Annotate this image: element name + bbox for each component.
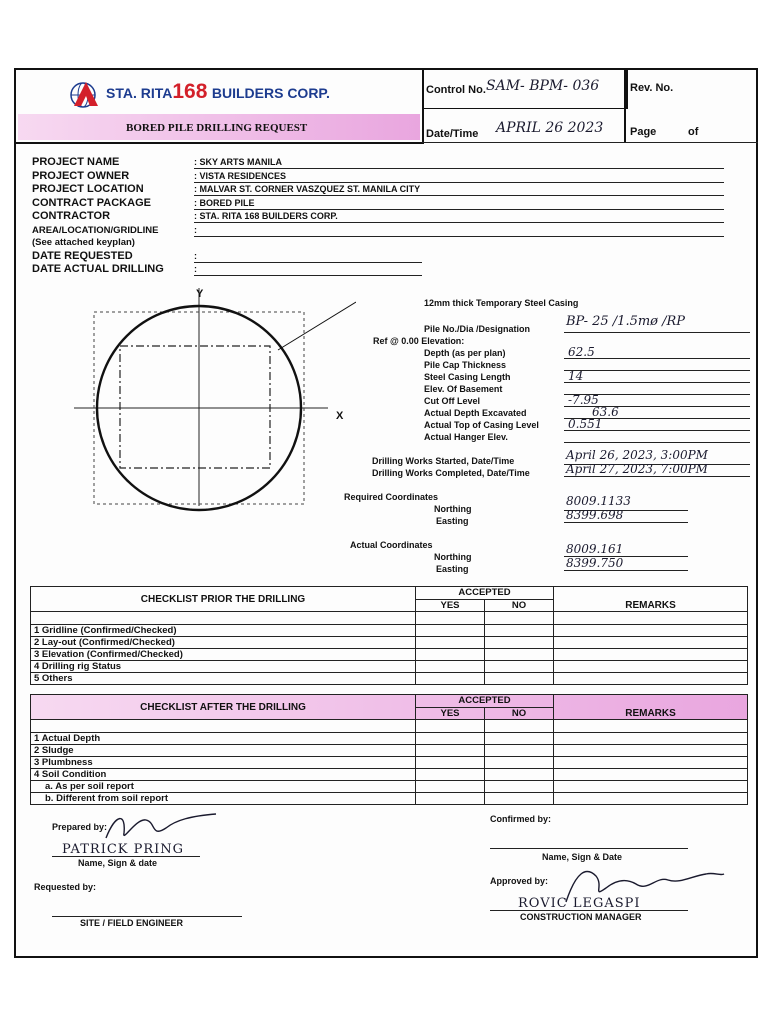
checklist-after-table [30, 694, 748, 805]
yes-header: YES [416, 707, 485, 720]
checklist-item: 5 Others [31, 673, 416, 685]
checklist-item: 1 Gridline (Confirmed/Checked) [31, 625, 416, 637]
no-cell[interactable] [485, 781, 554, 793]
req-northing-label: Northing [434, 504, 472, 514]
x-axis-label: X [336, 410, 344, 422]
project-field-label: PROJECT LOCATION [32, 183, 144, 195]
remarks-cell[interactable] [554, 625, 748, 637]
checklist-item: 4 Soil Condition [31, 769, 416, 781]
date-value: APRIL 26 2023 [496, 120, 604, 136]
checklist-row [31, 769, 748, 781]
pile-field-label: Actual Top of Casing Level [424, 420, 539, 430]
prepared-line [52, 856, 200, 857]
yes-cell[interactable] [416, 745, 485, 757]
req-easting-label: Easting [436, 516, 469, 526]
checklist-item: 2 Lay-out (Confirmed/Checked) [31, 637, 416, 649]
checklist-row [31, 673, 748, 685]
checklist-row [31, 757, 748, 769]
pile-field-label: Cut Off Level [424, 396, 481, 406]
checklist-row [31, 637, 748, 649]
pile-field-label: Depth (as per plan) [424, 348, 506, 358]
pile-field-label: Actual Depth Excavated [424, 408, 527, 418]
inner-dashdot-square [120, 346, 270, 468]
req-easting-line [564, 522, 688, 523]
pile-field-label: Elev. Of Basement [424, 384, 503, 394]
approved-line [490, 910, 688, 911]
pile-diagram [66, 288, 356, 518]
no-cell[interactable] [485, 625, 554, 637]
project-field-value: : VISTA RESIDENCES [194, 171, 287, 181]
y-axis-label: Y [196, 288, 204, 300]
actual-coordinates-label: Actual Coordinates [350, 540, 433, 550]
checklist-row [31, 625, 748, 637]
checklist-spacer-row [31, 720, 748, 733]
confirmed-label: Confirmed by: [490, 814, 552, 824]
project-field-label: DATE ACTUAL DRILLING [32, 263, 164, 275]
yes-cell[interactable] [416, 793, 485, 805]
accepted-header: ACCEPTED [416, 695, 554, 708]
prepared-name: PATRICK PRING [62, 842, 185, 857]
prepared-name-sign-date: Name, Sign & date [78, 858, 158, 868]
req-northing-value: 8009.1133 [566, 494, 631, 508]
ref-elevation-label: Ref @ 0.00 Elevation: [373, 336, 465, 346]
pile-field-line [564, 382, 750, 383]
remarks-cell[interactable] [554, 649, 748, 661]
yes-cell[interactable] [416, 661, 485, 673]
project-field-label: DATE REQUESTED [32, 250, 133, 262]
checklist-row [31, 733, 748, 745]
project-field-value: : MALVAR ST. CORNER VASZQUEZ ST. MANILA CITY [194, 184, 421, 194]
confirmed-line [490, 848, 688, 849]
page-label: Page [630, 126, 657, 138]
project-field-line [194, 195, 724, 196]
act-easting-line [564, 570, 688, 571]
act-easting-value: 8399.750 [566, 556, 624, 570]
date-label: Date/Time [426, 128, 479, 140]
company-suffix: BUILDERS CORP. [211, 85, 330, 101]
project-field-value: : BORED PILE [194, 198, 255, 208]
pile-field-value: 0.551 [568, 417, 603, 431]
checklist-item: a. As per soil report [31, 781, 416, 793]
remarks-header: REMARKS [554, 695, 748, 720]
no-cell[interactable] [485, 673, 554, 685]
no-cell[interactable] [485, 637, 554, 649]
required-coordinates-label: Required Coordinates [344, 492, 439, 502]
checklist-row [31, 649, 748, 661]
yes-cell[interactable] [416, 649, 485, 661]
pile-field-label: Actual Hanger Elev. [424, 432, 508, 442]
yes-header: YES [416, 599, 485, 612]
remarks-cell[interactable] [554, 781, 748, 793]
project-field-line [194, 182, 724, 183]
accepted-header: ACCEPTED [416, 587, 554, 600]
no-cell[interactable] [485, 733, 554, 745]
yes-cell[interactable] [416, 625, 485, 637]
checklist-before-table [30, 586, 748, 685]
act-northing-label: Northing [434, 552, 472, 562]
casing-leader-line [278, 302, 356, 350]
control-value: SAM- BPM- 036 [486, 78, 600, 94]
remarks-header: REMARKS [554, 587, 748, 612]
remarks-cell[interactable] [554, 793, 748, 805]
project-field-value: : [194, 264, 197, 274]
no-header: NO [485, 599, 554, 612]
of-label: of [688, 126, 699, 138]
designation-value: BP- 25 /1.5mø /RP [566, 314, 686, 329]
checklist-before-title: CHECKLIST PRIOR THE DRILLING [31, 587, 416, 612]
company-prefix: STA. RITA [106, 85, 173, 101]
no-cell[interactable] [485, 769, 554, 781]
company-number: 168 [172, 80, 208, 103]
project-field-label: CONTRACT PACKAGE [32, 197, 151, 209]
completed-line [564, 476, 750, 477]
project-field-value: : [194, 251, 197, 261]
no-cell[interactable] [485, 661, 554, 673]
yes-cell[interactable] [416, 781, 485, 793]
no-cell[interactable] [485, 745, 554, 757]
pile-field-label: Pile Cap Thickness [424, 360, 507, 370]
yes-cell[interactable] [416, 769, 485, 781]
manager-label: CONSTRUCTION MANAGER [520, 912, 642, 922]
no-cell[interactable] [485, 649, 554, 661]
no-cell[interactable] [485, 757, 554, 769]
no-cell[interactable] [485, 793, 554, 805]
remarks-cell[interactable] [554, 733, 748, 745]
project-field-line [194, 168, 724, 169]
requested-line [52, 916, 242, 917]
checklist-row [31, 745, 748, 757]
pile-field-value: -7.95 [568, 393, 599, 407]
yes-cell[interactable] [416, 637, 485, 649]
project-field-label: (See attached keyplan) [32, 237, 135, 248]
pile-field-label: Steel Casing Length [424, 372, 511, 382]
pile-field-line [564, 370, 750, 371]
pile-field-value: 63.6 [592, 405, 619, 419]
remarks-cell[interactable] [554, 769, 748, 781]
project-field-value: : [194, 225, 197, 235]
checklist-item: 2 Sludge [31, 745, 416, 757]
page-box-divider [624, 70, 626, 142]
project-field-label: PROJECT OWNER [32, 170, 130, 182]
act-easting-label: Easting [436, 564, 469, 574]
checklist-row [31, 781, 748, 793]
checklist-spacer-row [31, 612, 748, 625]
remarks-cell[interactable] [554, 757, 748, 769]
confirmed-name-sign-date: Name, Sign & Date [542, 852, 623, 862]
remarks-cell[interactable] [554, 637, 748, 649]
project-field-label: PROJECT NAME [32, 156, 120, 168]
remarks-cell[interactable] [554, 745, 748, 757]
rev-label: Rev. No. [630, 82, 674, 94]
started-label: Drilling Works Started, Date/Time [372, 456, 515, 466]
company-name [106, 80, 330, 104]
yes-cell[interactable] [416, 757, 485, 769]
project-field-line [194, 222, 724, 223]
requested-label: Requested by: [34, 882, 97, 892]
pile-field-line [564, 358, 750, 359]
checklist-after-title: CHECKLIST AFTER THE DRILLING [31, 695, 416, 720]
designation-label: Pile No./Dia /Designation [424, 324, 531, 334]
checklist-item: 4 Drilling rig Status [31, 661, 416, 673]
designation-line [564, 332, 750, 333]
form-sheet [14, 68, 758, 958]
remarks-cell[interactable] [554, 661, 748, 673]
control-label: Control No. [426, 84, 486, 96]
header-bottom-line [422, 142, 758, 143]
yes-cell[interactable] [416, 673, 485, 685]
approved-label: Approved by: [490, 876, 549, 886]
company-logo-icon [68, 80, 102, 115]
no-header: NO [485, 707, 554, 720]
yes-cell[interactable] [416, 733, 485, 745]
checklist-row [31, 793, 748, 805]
checklist-item: 3 Elevation (Confirmed/Checked) [31, 649, 416, 661]
req-easting-value: 8399.698 [566, 508, 624, 522]
project-field-label: CONTRACTOR [32, 210, 111, 222]
pile-field-value: 14 [568, 369, 584, 383]
prepared-label: Prepared by: [52, 822, 108, 832]
project-field-line [194, 209, 724, 210]
started-value: April 26, 2023, 3:00PM [566, 448, 708, 462]
pile-field-value: 62.5 [568, 345, 595, 359]
project-field-value: : SKY ARTS MANILA [194, 157, 283, 167]
completed-label: Drilling Works Completed, Date/Time [372, 468, 530, 478]
approved-name: ROVIC LEGASPI [518, 896, 641, 911]
form-title: BORED PILE DRILLING REQUEST [126, 122, 308, 134]
pile-field-line [564, 430, 750, 431]
checklist-row [31, 661, 748, 673]
checklist-item: 1 Actual Depth [31, 733, 416, 745]
casing-label: 12mm thick Temporary Steel Casing [424, 298, 579, 308]
project-field-line [194, 262, 422, 263]
completed-value: April 27, 2023, 7:00PM [566, 462, 708, 476]
project-field-line [194, 275, 422, 276]
pile-field-line [564, 442, 750, 443]
project-field-label: AREA/LOCATION/GRIDLINE [32, 225, 159, 236]
project-field-value: : STA. RITA 168 BUILDERS CORP. [194, 211, 338, 221]
act-northing-value: 8009.161 [566, 542, 624, 556]
remarks-cell[interactable] [554, 673, 748, 685]
project-field-line [194, 236, 724, 237]
site-engineer-label: SITE / FIELD ENGINEER [80, 918, 184, 928]
checklist-item: 3 Plumbness [31, 757, 416, 769]
checklist-item: b. Different from soil report [31, 793, 416, 805]
